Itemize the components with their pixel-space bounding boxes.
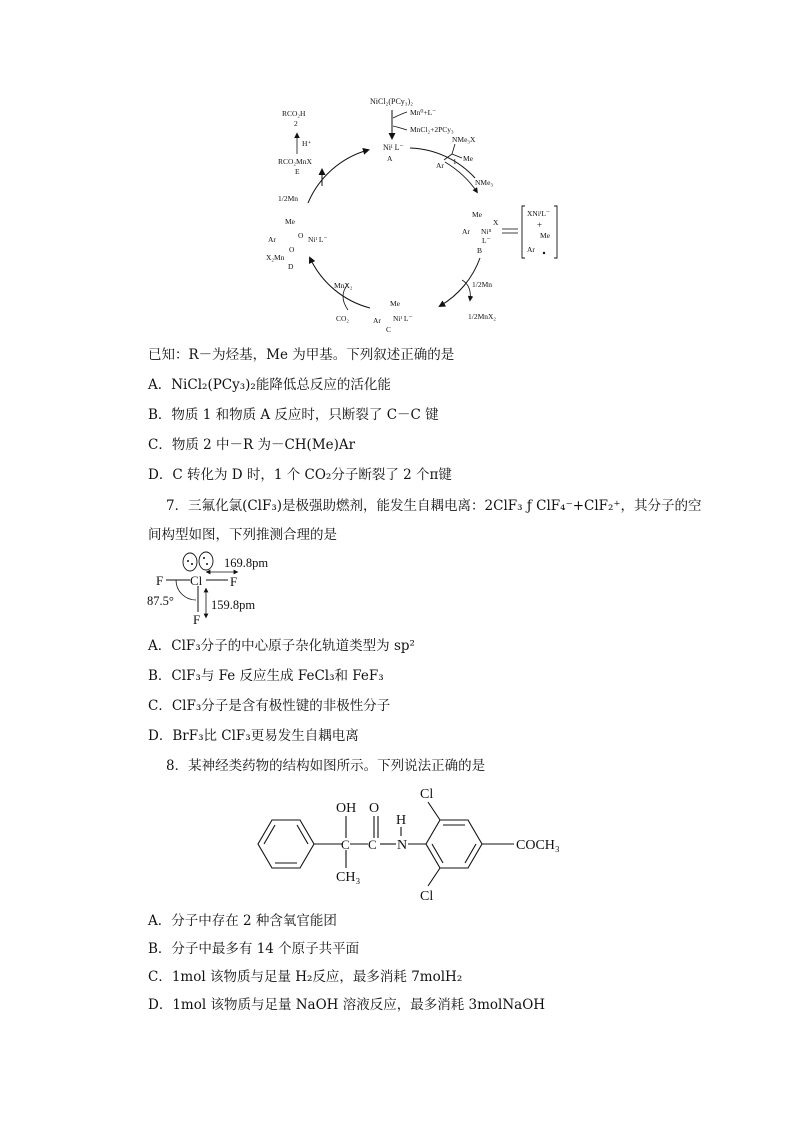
species-a-letter: A xyxy=(387,154,393,163)
substrate1-me: Me xyxy=(463,154,473,163)
q6-option-b: B．物质 1 和物质 A 反应时，只断裂了 C－C 键 xyxy=(148,407,439,423)
species-a-formula: Niᴵ L⁻ xyxy=(383,143,404,152)
product2-formula: RCO₂H xyxy=(282,109,306,118)
substrate1-number: 1 xyxy=(453,158,457,166)
species-c-letter: C xyxy=(386,325,392,333)
species-d-x2mn: X₂Mn xyxy=(266,253,285,262)
methyl-group: CH₃ xyxy=(336,870,361,885)
oh-group: OH xyxy=(336,801,357,816)
species-b-x: X xyxy=(493,218,499,227)
side-arrow-in xyxy=(393,112,407,118)
bond-length-159: 159.8pm xyxy=(211,598,256,612)
q7-option-c: C．ClF₃分子是含有极性键的非极性分子 xyxy=(148,698,391,714)
radical-plus: + xyxy=(537,220,543,230)
species-b-letter: B xyxy=(477,246,483,255)
reagent-in-label: Mn⁰+L⁻ xyxy=(410,108,437,117)
amide-n: N xyxy=(397,838,408,853)
side-arrow-out xyxy=(393,126,407,130)
species-c-me: Me xyxy=(390,299,400,308)
q7-option-a: A．ClF₃分子的中心原子杂化轨道类型为 sp² xyxy=(148,638,415,654)
q7-stem-line1: 7．三氟化氯(ClF₃)是极强助燃剂，能发生自耦电离：2ClF₃ ƒ ClF₄⁻+ClF₂⁺，其分子的空 xyxy=(166,498,702,514)
drug-structure-figure xyxy=(250,784,580,906)
reagent-out-label: MnCl₂+2PCy₃ xyxy=(410,125,454,134)
bond-angle: 87.5° xyxy=(147,594,174,608)
q7-option-d: D．BrF₃比 ClF₃更易发生自耦电离 xyxy=(148,728,359,744)
atom-cl: Cl xyxy=(190,573,203,588)
product2-number: 2 xyxy=(294,119,298,128)
bond-length-169: 169.8pm xyxy=(224,556,269,570)
chloro-top: Cl xyxy=(420,787,434,802)
chloro-bottom: Cl xyxy=(420,889,434,904)
species-c-ar: Ar xyxy=(373,316,381,325)
species-d-me: Me xyxy=(285,217,295,226)
q8-option-b: B．分子中最多有 14 个原子共平面 xyxy=(148,941,360,957)
half-mn-1-label: 1/2Mn xyxy=(472,280,493,289)
species-b-ar: Ar xyxy=(462,227,470,236)
substrate1-ar: Ar xyxy=(436,161,444,170)
amide-h: H xyxy=(396,813,407,828)
co2-label: CO₂ xyxy=(336,314,350,323)
species-d-ar: Ar xyxy=(268,235,276,244)
species-e-formula: RCO₂MnX xyxy=(278,157,312,166)
cycle-arc-d-to-a xyxy=(308,150,368,203)
q6-stem: 已知：R－为烃基，Me 为甲基。下列叙述正确的是 xyxy=(148,347,455,363)
q6-option-a: A．NiCl₂(PCy₃)₂能降低总反应的活化能 xyxy=(148,377,391,393)
substrate1-nme3x: NMe₃X xyxy=(452,135,476,144)
half-mn-2-label: 1/2Mn xyxy=(278,194,299,203)
carbonyl-o: O xyxy=(369,801,380,816)
species-b-me: Me xyxy=(472,210,482,219)
species-c-ni: Niᴵ L⁻ xyxy=(393,314,413,323)
atom-f-bottom: F xyxy=(193,612,201,627)
q8-option-c: C．1mol 该物质与足量 H₂反应，最多消耗 7molH₂ xyxy=(148,969,463,985)
acetyl-group: COCH₃ xyxy=(516,838,560,853)
radical-ar: Ar xyxy=(527,245,535,254)
species-b-ni: Niᴵᴵ xyxy=(481,227,492,236)
q8-stem: 8．某神经类药物的结构如图所示。下列说法正确的是 xyxy=(166,758,486,774)
catalytic-cycle-diagram xyxy=(240,88,580,333)
nme3-label: NMe₃ xyxy=(475,178,494,187)
radical-me: Me xyxy=(540,231,550,240)
species-d-o2: O xyxy=(289,245,295,254)
species-e-letter: E xyxy=(295,167,300,176)
svg-text:C: C xyxy=(368,837,377,852)
clf3-structure-figure xyxy=(140,550,290,628)
atom-f-right: F xyxy=(230,574,238,589)
species-b-l: L⁻ xyxy=(482,236,491,245)
q7-option-b: B．ClF₃与 Fe 反应生成 FeCl₃和 FeF₃ xyxy=(148,668,384,684)
catalyst-label: NiCl₂(PCy₃)₂ xyxy=(370,97,414,106)
q8-option-a: A．分子中存在 2 种含氧官能团 xyxy=(148,913,337,929)
mnx2-label: MnX₂ xyxy=(334,281,353,290)
q6-option-c: C．物质 2 中－R 为－CH(Me)Ar xyxy=(148,437,356,453)
q7-stem-line2: 间构型如图，下列推测合理的是 xyxy=(148,527,337,543)
species-d-letter: D xyxy=(288,262,294,271)
svg-text:C: C xyxy=(341,837,350,852)
half-mnx2-1-label: 1/2MnX₂ xyxy=(468,312,497,321)
q6-option-d: D．C 转化为 D 时，1 个 CO₂分子断裂了 2 个π键 xyxy=(148,467,452,483)
atom-f-left: F xyxy=(156,573,164,588)
h-plus-label: H⁺ xyxy=(302,139,312,148)
radical-xnil: XNiᴵL⁻ xyxy=(527,209,550,218)
species-d-ni: Niᴵ L⁻ xyxy=(308,235,328,244)
species-d-o: O xyxy=(298,231,304,240)
q8-option-d: D．1mol 该物质与足量 NaOH 溶液反应，最多消耗 3molNaOH xyxy=(148,997,546,1013)
